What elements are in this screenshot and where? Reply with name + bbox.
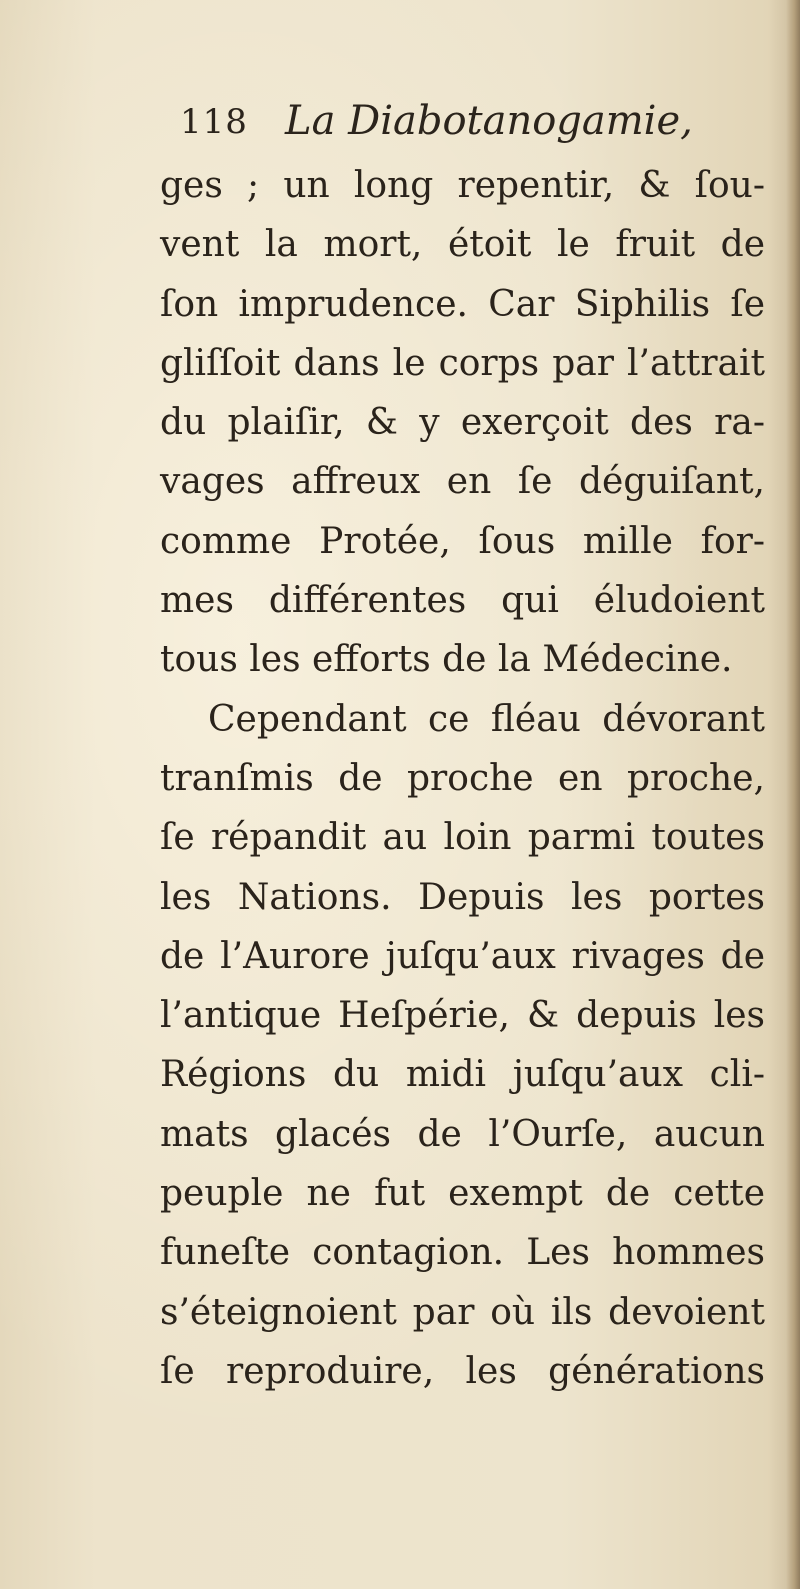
text-line: vent la mort, étoit le fruit de: [160, 224, 765, 266]
paragraph-end-line: tous les efforts de la Médecine.: [160, 639, 733, 681]
text-line: ſon imprudence. Car Siphilis ſe: [160, 283, 765, 325]
text-line: Régions du midi juſqu’aux cli-: [160, 1054, 765, 1096]
paragraph-start-line: Cependant ce fléau dévorant: [208, 698, 765, 740]
text-line: tranſmis de proche en proche,: [160, 757, 765, 799]
page-edge-shadow: [786, 0, 800, 1589]
text-line: ſe répandit au loin parmi toutes: [160, 817, 765, 859]
text-line: funeſte contagion. Les hommes: [160, 1232, 765, 1274]
text-line: vages affreux en ſe déguiſant,: [160, 461, 765, 503]
text-line: mats glacés de l’Ourſe, aucun: [160, 1113, 765, 1155]
text-line: du plaiſir, & y exerçoit des ra-: [160, 402, 765, 444]
text-line: l’antique Heſpérie, & depuis les: [160, 995, 765, 1037]
text-line: de l’Aurore juſqu’aux rivages de: [160, 935, 765, 977]
text-line: gliſſoit dans le corps par l’attrait: [160, 342, 765, 384]
text-line: ſe reproduire, les générations: [160, 1350, 765, 1392]
text-line: peuple ne fut exempt de cette: [160, 1173, 765, 1215]
page-header: [180, 98, 700, 158]
text-line: mes différentes qui éludoient: [160, 580, 765, 622]
text-line: les Nations. Depuis les portes: [160, 876, 765, 918]
running-title: La Diabotanogamie,: [285, 98, 693, 144]
text-line: s’éteignoient par où ils devoient: [160, 1291, 765, 1333]
body-text: [160, 156, 765, 1401]
text-line: ges ; un long repentir, & ſou-: [160, 165, 765, 206]
page-number: 118: [180, 102, 248, 142]
text-line: comme Protée, ſous mille for-: [160, 520, 765, 562]
